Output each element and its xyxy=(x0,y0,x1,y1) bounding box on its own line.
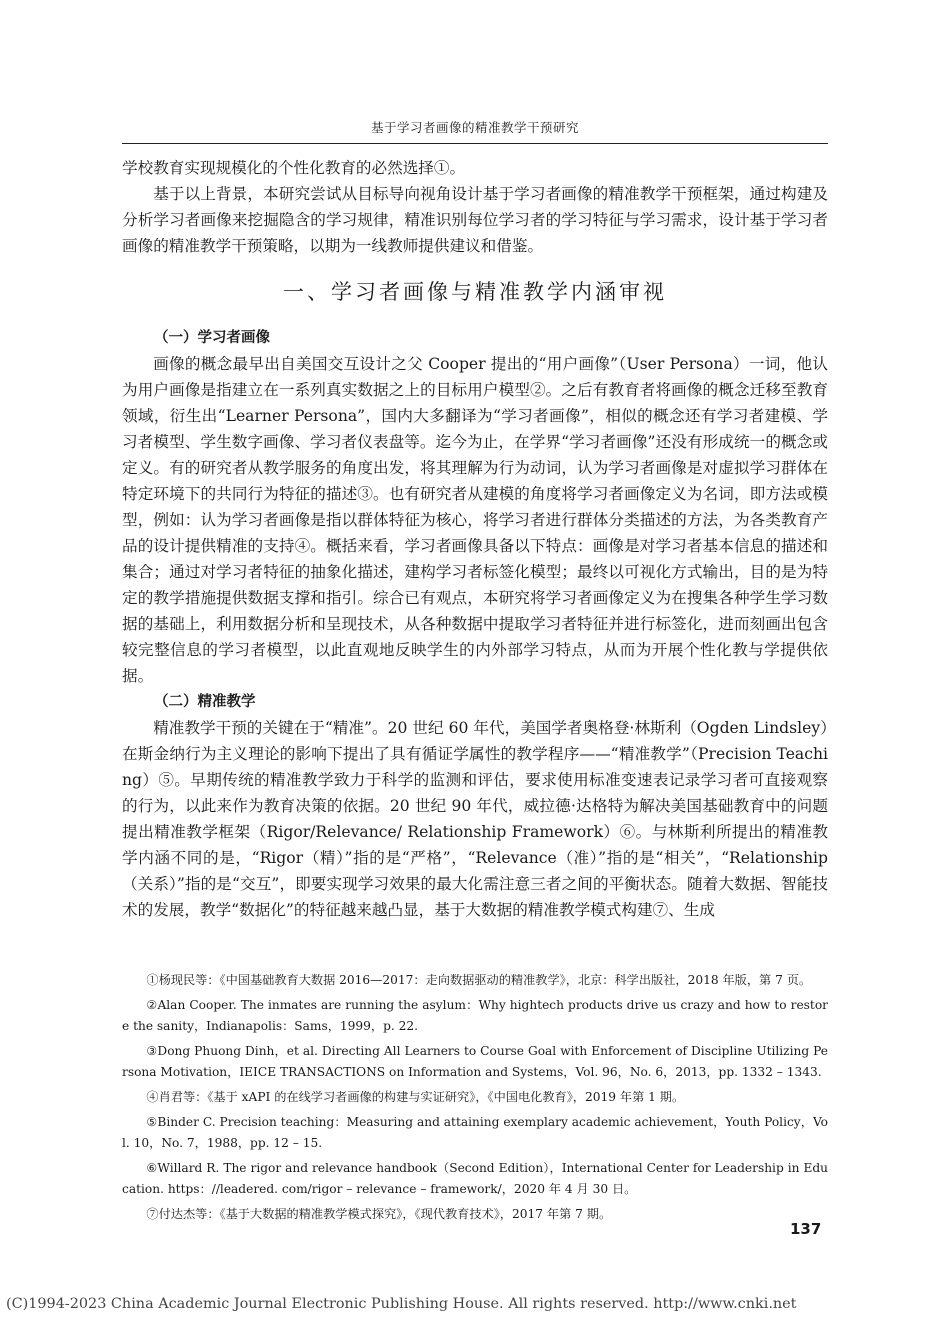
footnote-1: ①杨现民等：《中国基础教育大数据 2016—2017：走向数据驱动的精准教学》，北京：科学出版社，2018 年版，第 7 页。 xyxy=(146,973,812,987)
section-title: 一、学习者画像与精准教学内涵审视 xyxy=(283,280,667,304)
header-rule xyxy=(122,143,828,144)
footnote-3: ③Dong Phuong Dinh，et al. Directing All Learners to Course Goal with Enforcement of Discipline Utilizing Persona Motivation，IEICE TRANSACTIONS on Information and Systems，Vol. 96，No. 6，2013，pp. 1332 – 1343. xyxy=(122,1044,828,1079)
paragraph-3: 画像的概念最早出自美国交互设计之父 Cooper 提出的“用户画像”（User Persona）一词，他认为用户画像是指建立在一系列真实数据之上的目标用户模型②。之后有教育者将画像的概念迁移至教育领域，衍生出“Learner Persona”，国内大多翻译为“学习者画像”，相似的概念还有学习者建模、学习者模型、学生数字画像、学习者仪表盘等。迄今为止，在学界“学习者画像”还没有形成统一的概念或定义。有的研究者从教学服务的角度出发，将其理解为行为动词，认为学习者画像是对虚拟学习群体在特定环境下的共同行为特征的描述③。也有研究者从建模的角度将学习者画像定义为名词，即方法或模型，例如：认为学习者画像是指以群体特征为核心，将学习者进行群体分类描述的方法，为各类教育产品的设计提供精准的支持④。概括来看，学习者画像具备以下特点：画像是对学习者基本信息的描述和集合；通过对学习者特征的抽象化描述，建构学习者标签化模型；最终以可视化方式输出，目的是为特定的教学措施提供数据支撑和指引。综合已有观点，本研究将学习者画像定义为在搜集各种学生学习数据的基础上，利用数据分析和呈现技术，从各种数据中提取学习者特征并进行标签化，进而刻画出包含较完整信息的学习者模型，以此直观地反映学生的内外部学习特点，从而为开展个性化教与学提供依据。 xyxy=(122,355,828,685)
main-body xyxy=(122,155,828,923)
page-number: 137 xyxy=(790,1220,822,1238)
paragraph-4: 精准教学干预的关键在于“精准”。20 世纪 60 年代，美国学者奥格登·林斯利（Ogden Lindsley）在斯金纳行为主义理论的影响下提出了具有循证学属性的教学程序——“精准教学”（Precision Teaching）⑤。早期传统的精准教学致力于科学的监测和评估，要求使用标准变速表记录学习者可直接观察的行为，以此来作为教育决策的依据。20 世纪 90 年代，威拉德·达格特为解决美国基础教育中的问题提出精准教学框架（Rigor/Relevance/ Relationship Framework）⑥。与林斯利所提出的精准教学内涵不同的是，“Rigor（精）”指的是“严格”，“Relevance（准）”指的是“相关”，“Relationship（关系）”指的是“交互”，即要实现学习效果的最大化需注意三者之间的平衡状态。随着大数据、智能技术的发展，教学“数据化”的特征越来越凸显，基于大数据的精准教学模式构建⑦、生成 xyxy=(122,719,828,919)
subsection-title-2: （二）精准教学 xyxy=(154,694,256,710)
footnotes xyxy=(122,970,828,1229)
running-title: 基于学习者画像的精准教学干预研究 xyxy=(370,120,579,135)
paragraph-2: 基于以上背景，本研究尝试从目标导向视角设计基于学习者画像的精准教学干预框架，通过构建及分析学习者画像来挖掘隐含的学习规律，精准识别每位学习者的学习特征与学习需求，设计基于学习者画像的精准教学干预策略，以期为一线教师提供建议和借鉴。 xyxy=(122,185,828,255)
subsection-title-1: （一）学习者画像 xyxy=(154,330,270,346)
paragraph-1: 学校教育实现规模化的个性化教育的必然选择①。 xyxy=(122,159,466,177)
footnote-6: ⑥Willard R. The rigor and relevance handbook（Second Edition），International Center for Leadership in Education. https：//leadered. com/rigor – relevance – framework/，2020 年 4 月 30 日。 xyxy=(122,1161,828,1196)
footnote-5: ⑤Binder C. Precision teaching：Measuring and attaining exemplary academic achievement，Youth Policy，Vol. 10，No. 7，1988，pp. 12 – 15. xyxy=(122,1115,828,1150)
footnote-7: ⑦付达杰等：《基于大数据的精准教学模式探究》，《现代教育技术》，2017 年第 7 期。 xyxy=(146,1207,612,1221)
footnote-2: ②Alan Cooper. The inmates are running the asylum：Why hightech products drive us crazy and how to restore the sanity，Indianapolis：Sams，1999，p. 22. xyxy=(122,998,828,1033)
copyright-footer: (C)1994-2023 China Academic Journal Electronic Publishing House. All rights reserved. http://www.cnki.net xyxy=(6,1296,797,1312)
footnote-4: ④肖君等：《基于 xAPI 的在线学习者画像的构建与实证研究》，《中国电化教育》，2019 年第 1 期。 xyxy=(146,1090,685,1104)
